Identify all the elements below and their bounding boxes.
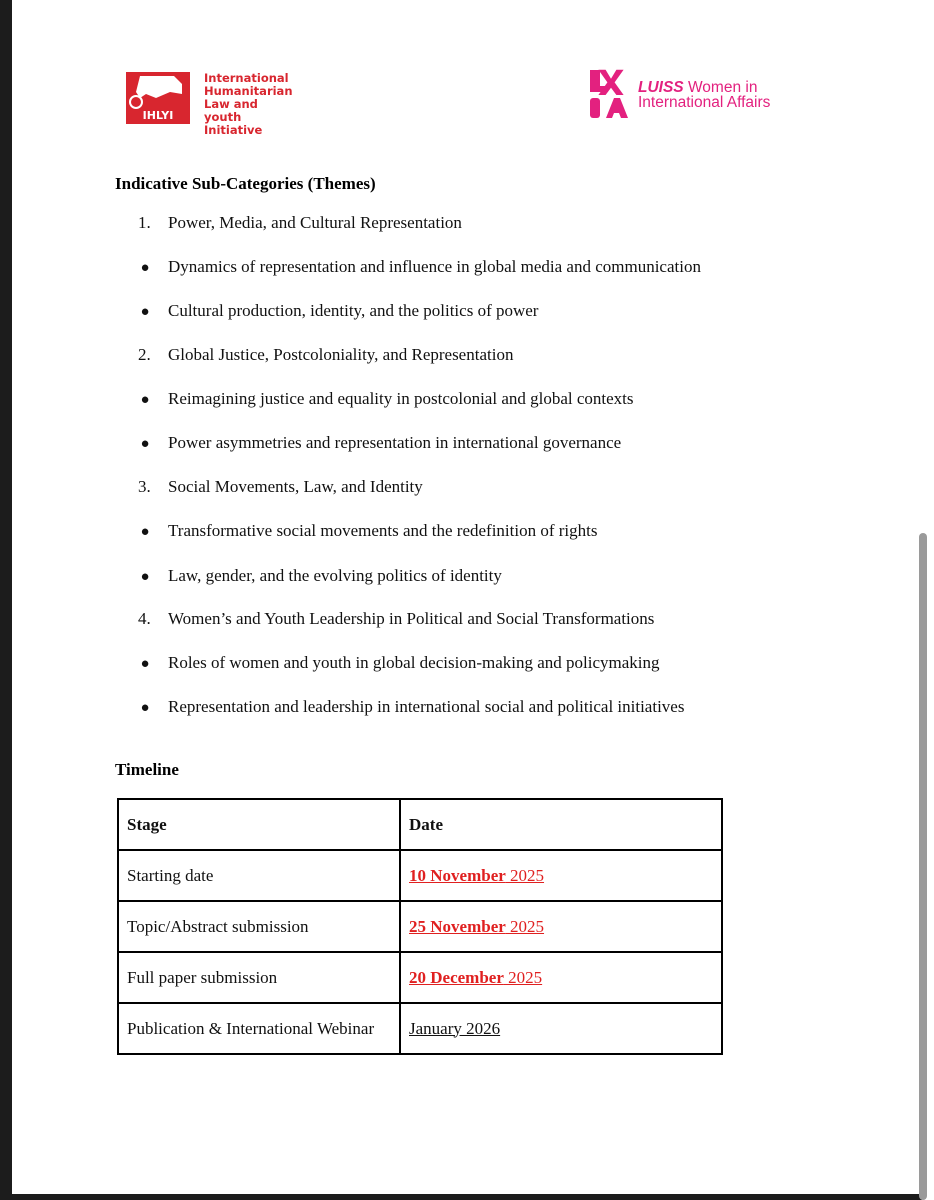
- date-cell: [400, 952, 722, 1003]
- table-row: [118, 901, 722, 952]
- date-day-month: 25 November: [409, 916, 506, 936]
- ihlyi-name: [204, 72, 296, 137]
- list-item-text: Global Justice, Postcoloniality, and Representation: [168, 345, 514, 364]
- bullet-icon: ●: [140, 304, 150, 320]
- date-year: 2025: [503, 967, 543, 987]
- lwia-monogram-icon: [586, 68, 634, 120]
- themes-heading: Indicative Sub-Categories (Themes): [115, 174, 376, 193]
- list-item: [138, 609, 654, 629]
- bullet-icon: ●: [140, 524, 150, 540]
- list-item-text: Women’s and Youth Leadership in Political and Social Transformations: [168, 609, 655, 628]
- list-item: [138, 213, 462, 233]
- bullet-icon: ●: [140, 436, 150, 452]
- list-item: [138, 697, 684, 717]
- column-header-stage: Stage: [118, 799, 400, 850]
- ihlyi-line: International: [204, 71, 289, 85]
- bullet-icon: ●: [140, 700, 150, 716]
- list-number: 4.: [138, 609, 151, 628]
- list-item: [138, 653, 660, 673]
- list-item: [138, 566, 502, 586]
- list-item: [138, 257, 701, 277]
- bullet-icon: ●: [140, 260, 150, 276]
- list-item: [138, 433, 621, 453]
- list-number: 2.: [138, 345, 151, 364]
- ihlyi-line: Law and youth: [204, 97, 258, 124]
- list-item-text: Roles of women and youth in global decision-making and policymaking: [168, 653, 660, 672]
- deadline-date: [409, 968, 542, 987]
- list-item-text: Law, gender, and the evolving politics of identity: [168, 566, 502, 585]
- stage-cell: Topic/Abstract submission: [118, 901, 400, 952]
- document-page: [12, 0, 926, 1194]
- ihlyi-logo: [116, 68, 296, 137]
- scrollbar-thumb[interactable]: [919, 533, 927, 1200]
- table-header-row: [118, 799, 722, 850]
- date-day-month: 10 November: [409, 865, 506, 885]
- list-item-text: Reimagining justice and equality in postcolonial and global contexts: [168, 389, 634, 408]
- list-item: [138, 389, 634, 409]
- bullet-icon: ●: [140, 569, 150, 585]
- date-cell: [400, 1003, 722, 1054]
- stage-cell: Starting date: [118, 850, 400, 901]
- publication-date: January 2026: [409, 1018, 501, 1038]
- list-item-text: Transformative social movements and the redefinition of rights: [168, 521, 598, 540]
- timeline-heading: Timeline: [115, 760, 179, 779]
- list-item: [138, 477, 423, 497]
- deadline-date: [409, 917, 544, 936]
- list-item-text: Cultural production, identity, and the politics of power: [168, 301, 539, 320]
- list-item-text: Representation and leadership in international social and political initiatives: [168, 697, 685, 716]
- list-item: [138, 301, 538, 321]
- ihlyi-emblem-icon: [116, 68, 202, 128]
- ihlyi-acronym: IHLYI: [142, 109, 174, 122]
- list-item-text: Power asymmetries and representation in international governance: [168, 433, 622, 452]
- table-row: [118, 1003, 722, 1054]
- luiss-brand: LUISS: [638, 79, 684, 96]
- list-item: [138, 521, 597, 541]
- date-year: 2025: [505, 865, 545, 885]
- list-item-text: Power, Media, and Cultural Representation: [168, 213, 462, 232]
- luiss-wia-name: [638, 80, 770, 110]
- deadline-date: [409, 866, 544, 885]
- list-number: 1.: [138, 213, 151, 232]
- luiss-wia-logo: [586, 68, 816, 122]
- timeline-table: [117, 798, 723, 1055]
- ihlyi-line: Humanitarian: [204, 84, 293, 98]
- luiss-line1: Women in: [683, 79, 758, 96]
- list-number: 3.: [138, 477, 151, 496]
- bullet-icon: ●: [140, 392, 150, 408]
- list-item-text: Social Movements, Law, and Identity: [168, 477, 423, 496]
- date-cell: [400, 901, 722, 952]
- date-year: 2025: [505, 916, 545, 936]
- list-item-text: Dynamics of representation and influence in global media and communication: [168, 257, 701, 276]
- stage-cell: Publication & International Webinar: [118, 1003, 400, 1054]
- table-row: [118, 850, 722, 901]
- date-day-month: 20 December: [409, 967, 504, 987]
- stage-cell: Full paper submission: [118, 952, 400, 1003]
- ihlyi-line: Initiative: [204, 123, 263, 137]
- column-header-date: Date: [400, 799, 722, 850]
- bullet-icon: ●: [140, 656, 150, 672]
- date-cell: [400, 850, 722, 901]
- list-item: [138, 345, 513, 365]
- table-row: [118, 952, 722, 1003]
- luiss-line2: International Affairs: [638, 94, 771, 111]
